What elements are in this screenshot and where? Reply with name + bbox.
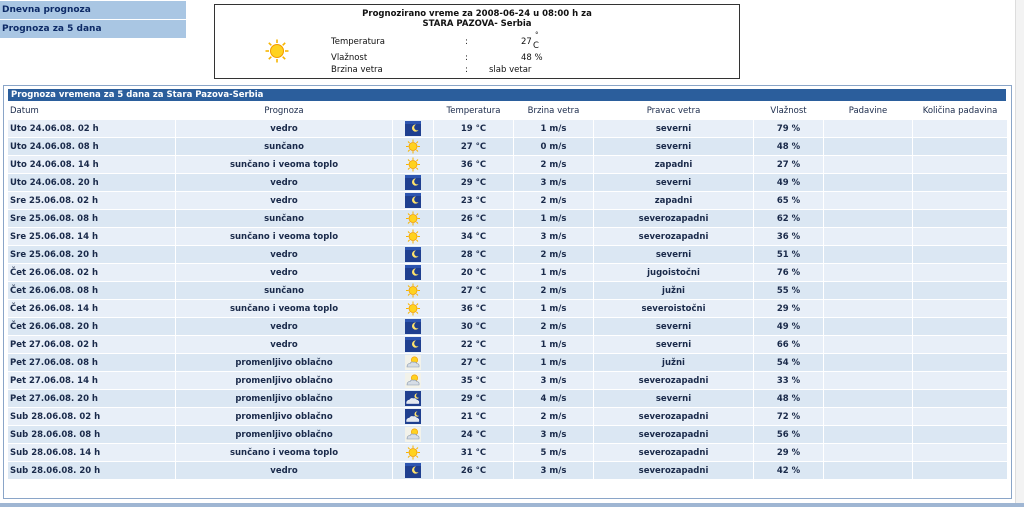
scrollbar[interactable] bbox=[1015, 0, 1024, 507]
nav-five-day-forecast[interactable]: Prognoza za 5 dana bbox=[0, 20, 186, 38]
icon-cell bbox=[393, 138, 433, 155]
temperature-cell: 24 °C bbox=[434, 426, 513, 443]
humidity-cell: 72 % bbox=[754, 408, 823, 425]
temperature-cell: 19 °C bbox=[434, 120, 513, 137]
date-cell: Sre 25.06.08. 02 h bbox=[8, 192, 175, 209]
precipitation-amount-cell bbox=[913, 318, 1007, 335]
humidity-cell: 36 % bbox=[754, 228, 823, 245]
table-header-row bbox=[8, 103, 1007, 119]
column-header: Temperatura bbox=[434, 103, 513, 119]
table-row bbox=[8, 336, 1007, 353]
temperature-unit: C bbox=[533, 41, 539, 51]
precipitation-cell bbox=[824, 336, 912, 353]
wind-speed-cell: 2 m/s bbox=[514, 282, 593, 299]
precipitation-cell bbox=[824, 390, 912, 407]
wind-direction-cell: severozapadni bbox=[594, 372, 753, 389]
table-row bbox=[8, 462, 1007, 479]
column-header: Brzina vetra bbox=[514, 103, 593, 119]
precipitation-cell bbox=[824, 120, 912, 137]
wind-direction-cell: severozapadni bbox=[594, 228, 753, 245]
wind-direction-cell: severni bbox=[594, 318, 753, 335]
icon-cell bbox=[393, 390, 433, 407]
colon: : bbox=[465, 53, 468, 63]
icon-cell bbox=[393, 444, 433, 461]
sun-icon bbox=[405, 214, 421, 224]
precipitation-cell bbox=[824, 462, 912, 479]
table-row bbox=[8, 354, 1007, 371]
humidity-cell: 48 % bbox=[754, 390, 823, 407]
column-header bbox=[393, 103, 433, 119]
date-cell: Uto 24.06.08. 20 h bbox=[8, 174, 175, 191]
wind-speed-cell: 4 m/s bbox=[514, 390, 593, 407]
precipitation-amount-cell bbox=[913, 174, 1007, 191]
sun-icon bbox=[405, 232, 421, 242]
precipitation-cell bbox=[824, 282, 912, 299]
date-cell: Čet 26.06.08. 02 h bbox=[8, 264, 175, 281]
date-cell: Uto 24.06.08. 14 h bbox=[8, 156, 175, 173]
humidity-cell: 49 % bbox=[754, 318, 823, 335]
wind-label: Brzina vetra bbox=[331, 65, 383, 75]
wind-speed-cell: 1 m/s bbox=[514, 210, 593, 227]
icon-cell bbox=[393, 246, 433, 263]
wind-speed-cell: 3 m/s bbox=[514, 372, 593, 389]
wind-speed-cell: 2 m/s bbox=[514, 408, 593, 425]
wind-direction-cell: zapadni bbox=[594, 156, 753, 173]
precipitation-amount-cell bbox=[913, 300, 1007, 317]
precipitation-amount-cell bbox=[913, 192, 1007, 209]
wind-direction-cell: jugoistočni bbox=[594, 264, 753, 281]
icon-cell bbox=[393, 210, 433, 227]
table-row bbox=[8, 300, 1007, 317]
sun-icon bbox=[405, 304, 421, 314]
forecast-cell: promenljivo oblačno bbox=[176, 408, 392, 425]
precipitation-cell bbox=[824, 264, 912, 281]
humidity-cell: 79 % bbox=[754, 120, 823, 137]
wind-direction-cell: severozapadni bbox=[594, 462, 753, 479]
table-row bbox=[8, 444, 1007, 461]
humidity-cell: 29 % bbox=[754, 300, 823, 317]
wind-direction-cell: severni bbox=[594, 336, 753, 353]
icon-cell bbox=[393, 462, 433, 479]
icon-cell bbox=[393, 228, 433, 245]
forecast-cell: sunčano i veoma toplo bbox=[176, 300, 392, 317]
wind-value: slab vetar bbox=[489, 65, 532, 75]
night-clear-icon bbox=[405, 250, 421, 260]
nav-daily-forecast[interactable]: Dnevna prognoza bbox=[0, 1, 186, 19]
precipitation-cell bbox=[824, 318, 912, 335]
temperature-cell: 36 °C bbox=[434, 300, 513, 317]
wind-speed-cell: 2 m/s bbox=[514, 156, 593, 173]
partly-cloudy-day-icon bbox=[405, 376, 421, 386]
precipitation-amount-cell bbox=[913, 408, 1007, 425]
wind-direction-cell: severozapadni bbox=[594, 426, 753, 443]
column-header: Padavine bbox=[824, 103, 912, 119]
temperature-cell: 34 °C bbox=[434, 228, 513, 245]
precipitation-cell bbox=[824, 210, 912, 227]
forecast-cell: sunčano bbox=[176, 210, 392, 227]
humidity-cell: 65 % bbox=[754, 192, 823, 209]
night-clear-icon bbox=[405, 268, 421, 278]
wind-speed-cell: 3 m/s bbox=[514, 426, 593, 443]
precipitation-cell bbox=[824, 444, 912, 461]
wind-speed-cell: 0 m/s bbox=[514, 138, 593, 155]
forecast-cell: promenljivo oblačno bbox=[176, 426, 392, 443]
wind-speed-cell: 1 m/s bbox=[514, 120, 593, 137]
humidity-cell: 62 % bbox=[754, 210, 823, 227]
forecast-cell: sunčano i veoma toplo bbox=[176, 156, 392, 173]
icon-cell bbox=[393, 318, 433, 335]
temperature-cell: 22 °C bbox=[434, 336, 513, 353]
icon-cell bbox=[393, 426, 433, 443]
humidity-label: Vlažnost bbox=[331, 53, 368, 63]
wind-speed-cell: 5 m/s bbox=[514, 444, 593, 461]
column-header: Prognoza bbox=[176, 103, 392, 119]
table-row bbox=[8, 174, 1007, 191]
humidity-cell: 56 % bbox=[754, 426, 823, 443]
precipitation-cell bbox=[824, 246, 912, 263]
table-row bbox=[8, 156, 1007, 173]
precipitation-amount-cell bbox=[913, 354, 1007, 371]
forecast-cell: vedro bbox=[176, 336, 392, 353]
wind-speed-cell: 3 m/s bbox=[514, 228, 593, 245]
icon-cell bbox=[393, 174, 433, 191]
column-header: Pravac vetra bbox=[594, 103, 753, 119]
temperature-cell: 36 °C bbox=[434, 156, 513, 173]
temperature-degree: ° bbox=[535, 31, 539, 39]
table-row bbox=[8, 426, 1007, 443]
precipitation-amount-cell bbox=[913, 264, 1007, 281]
wind-speed-cell: 1 m/s bbox=[514, 264, 593, 281]
precipitation-amount-cell bbox=[913, 246, 1007, 263]
temperature-cell: 26 °C bbox=[434, 462, 513, 479]
wind-direction-cell: severni bbox=[594, 390, 753, 407]
precipitation-cell bbox=[824, 192, 912, 209]
temperature-cell: 29 °C bbox=[434, 174, 513, 191]
forecast-title: Prognoza vremena za 5 dana za Stara Pazova-Serbia bbox=[8, 89, 1006, 101]
date-cell: Uto 24.06.08. 08 h bbox=[8, 138, 175, 155]
current-heading: Prognozirano vreme za 2008-06-24 u 08:00 h za bbox=[362, 9, 592, 19]
temperature-cell: 30 °C bbox=[434, 318, 513, 335]
precipitation-amount-cell bbox=[913, 138, 1007, 155]
wind-direction-cell: severni bbox=[594, 120, 753, 137]
precipitation-amount-cell bbox=[913, 372, 1007, 389]
humidity-cell: 55 % bbox=[754, 282, 823, 299]
temperature-cell: 27 °C bbox=[434, 282, 513, 299]
temperature-label: Temperatura bbox=[331, 37, 386, 47]
wind-direction-cell: južni bbox=[594, 282, 753, 299]
date-cell: Sre 25.06.08. 08 h bbox=[8, 210, 175, 227]
precipitation-amount-cell bbox=[913, 282, 1007, 299]
forecast-cell: sunčano i veoma toplo bbox=[176, 444, 392, 461]
precipitation-cell bbox=[824, 300, 912, 317]
humidity-cell: 49 % bbox=[754, 174, 823, 191]
wind-speed-cell: 1 m/s bbox=[514, 300, 593, 317]
humidity-cell: 33 % bbox=[754, 372, 823, 389]
date-cell: Sre 25.06.08. 20 h bbox=[8, 246, 175, 263]
temperature-cell: 31 °C bbox=[434, 444, 513, 461]
partly-cloudy-day-icon bbox=[405, 358, 421, 368]
humidity-cell: 27 % bbox=[754, 156, 823, 173]
icon-cell bbox=[393, 282, 433, 299]
wind-speed-cell: 2 m/s bbox=[514, 246, 593, 263]
humidity-cell: 48 % bbox=[754, 138, 823, 155]
column-header: Količina padavina bbox=[913, 103, 1007, 119]
forecast-cell: sunčano bbox=[176, 138, 392, 155]
wind-speed-cell: 1 m/s bbox=[514, 336, 593, 353]
date-cell: Sub 28.06.08. 20 h bbox=[8, 462, 175, 479]
precipitation-cell bbox=[824, 408, 912, 425]
date-cell: Pet 27.06.08. 20 h bbox=[8, 390, 175, 407]
icon-cell bbox=[393, 354, 433, 371]
precipitation-cell bbox=[824, 426, 912, 443]
table-row bbox=[8, 120, 1007, 137]
humidity-cell: 54 % bbox=[754, 354, 823, 371]
date-cell: Pet 27.06.08. 08 h bbox=[8, 354, 175, 371]
current-weather-panel bbox=[214, 4, 740, 79]
temperature-cell: 21 °C bbox=[434, 408, 513, 425]
date-cell: Pet 27.06.08. 14 h bbox=[8, 372, 175, 389]
wind-direction-cell: severozapadni bbox=[594, 444, 753, 461]
night-clear-icon bbox=[405, 178, 421, 188]
wind-direction-cell: severozapadni bbox=[594, 210, 753, 227]
precipitation-cell bbox=[824, 228, 912, 245]
date-cell: Čet 26.06.08. 14 h bbox=[8, 300, 175, 317]
icon-cell bbox=[393, 156, 433, 173]
wind-direction-cell: severni bbox=[594, 246, 753, 263]
wind-speed-cell: 1 m/s bbox=[514, 354, 593, 371]
wind-direction-cell: severni bbox=[594, 138, 753, 155]
table-row bbox=[8, 228, 1007, 245]
table-row bbox=[8, 264, 1007, 281]
temperature-cell: 29 °C bbox=[434, 390, 513, 407]
icon-cell bbox=[393, 120, 433, 137]
icon-cell bbox=[393, 372, 433, 389]
temperature-cell: 27 °C bbox=[434, 354, 513, 371]
wind-speed-cell: 3 m/s bbox=[514, 462, 593, 479]
precipitation-cell bbox=[824, 156, 912, 173]
temperature-cell: 28 °C bbox=[434, 246, 513, 263]
humidity-cell: 76 % bbox=[754, 264, 823, 281]
bottom-border bbox=[0, 503, 1024, 507]
night-clear-icon bbox=[405, 124, 421, 134]
colon: : bbox=[465, 37, 468, 47]
date-cell: Čet 26.06.08. 20 h bbox=[8, 318, 175, 335]
current-location: STARA PAZOVA- Serbia bbox=[422, 19, 532, 29]
partly-cloudy-night-icon bbox=[405, 412, 421, 422]
precipitation-amount-cell bbox=[913, 336, 1007, 353]
table-row bbox=[8, 372, 1007, 389]
forecast-cell: vedro bbox=[176, 192, 392, 209]
sun-icon bbox=[265, 39, 289, 63]
humidity-value: 48 % bbox=[521, 53, 543, 63]
wind-direction-cell: severoistočni bbox=[594, 300, 753, 317]
wind-speed-cell: 2 m/s bbox=[514, 192, 593, 209]
date-cell: Sub 28.06.08. 14 h bbox=[8, 444, 175, 461]
night-clear-icon bbox=[405, 322, 421, 332]
precipitation-amount-cell bbox=[913, 444, 1007, 461]
table-row bbox=[8, 408, 1007, 425]
precipitation-amount-cell bbox=[913, 156, 1007, 173]
temperature-value: 27 bbox=[521, 37, 532, 47]
table-row bbox=[8, 282, 1007, 299]
table-row bbox=[8, 318, 1007, 335]
precipitation-amount-cell bbox=[913, 210, 1007, 227]
wind-speed-cell: 2 m/s bbox=[514, 318, 593, 335]
precipitation-cell bbox=[824, 354, 912, 371]
date-cell: Sub 28.06.08. 08 h bbox=[8, 426, 175, 443]
colon: : bbox=[465, 65, 468, 75]
sun-icon bbox=[405, 286, 421, 296]
precipitation-amount-cell bbox=[913, 462, 1007, 479]
sun-icon bbox=[405, 142, 421, 152]
temperature-cell: 23 °C bbox=[434, 192, 513, 209]
sun-icon bbox=[405, 448, 421, 458]
date-cell: Sre 25.06.08. 14 h bbox=[8, 228, 175, 245]
forecast-cell: sunčano i veoma toplo bbox=[176, 228, 392, 245]
precipitation-amount-cell bbox=[913, 228, 1007, 245]
table-row bbox=[8, 138, 1007, 155]
precipitation-amount-cell bbox=[913, 120, 1007, 137]
night-clear-icon bbox=[405, 196, 421, 206]
wind-direction-cell: južni bbox=[594, 354, 753, 371]
forecast-cell: vedro bbox=[176, 264, 392, 281]
icon-cell bbox=[393, 336, 433, 353]
night-clear-icon bbox=[405, 340, 421, 350]
forecast-cell: promenljivo oblačno bbox=[176, 354, 392, 371]
night-clear-icon bbox=[405, 466, 421, 476]
humidity-cell: 51 % bbox=[754, 246, 823, 263]
icon-cell bbox=[393, 408, 433, 425]
forecast-cell: vedro bbox=[176, 462, 392, 479]
forecast-cell: vedro bbox=[176, 174, 392, 191]
icon-cell bbox=[393, 300, 433, 317]
icon-cell bbox=[393, 192, 433, 209]
wind-direction-cell: zapadni bbox=[594, 192, 753, 209]
icon-cell bbox=[393, 264, 433, 281]
sun-icon bbox=[405, 160, 421, 170]
wind-direction-cell: severozapadni bbox=[594, 408, 753, 425]
humidity-cell: 42 % bbox=[754, 462, 823, 479]
date-cell: Pet 27.06.08. 02 h bbox=[8, 336, 175, 353]
column-header: Vlažnost bbox=[754, 103, 823, 119]
forecast-frame bbox=[3, 85, 1012, 499]
date-cell: Uto 24.06.08. 02 h bbox=[8, 120, 175, 137]
table-row bbox=[8, 192, 1007, 209]
table-row bbox=[8, 390, 1007, 407]
temperature-cell: 26 °C bbox=[434, 210, 513, 227]
humidity-cell: 29 % bbox=[754, 444, 823, 461]
date-cell: Sub 28.06.08. 02 h bbox=[8, 408, 175, 425]
forecast-cell: vedro bbox=[176, 318, 392, 335]
forecast-cell: vedro bbox=[176, 120, 392, 137]
table-row bbox=[8, 246, 1007, 263]
wind-direction-cell: severni bbox=[594, 174, 753, 191]
forecast-cell: promenljivo oblačno bbox=[176, 372, 392, 389]
temperature-cell: 27 °C bbox=[434, 138, 513, 155]
temperature-cell: 35 °C bbox=[434, 372, 513, 389]
partly-cloudy-night-icon bbox=[405, 394, 421, 404]
humidity-cell: 66 % bbox=[754, 336, 823, 353]
forecast-table bbox=[7, 102, 1008, 480]
precipitation-amount-cell bbox=[913, 390, 1007, 407]
precipitation-cell bbox=[824, 372, 912, 389]
forecast-cell: promenljivo oblačno bbox=[176, 390, 392, 407]
forecast-cell: sunčano bbox=[176, 282, 392, 299]
date-cell: Čet 26.06.08. 08 h bbox=[8, 282, 175, 299]
temperature-cell: 20 °C bbox=[434, 264, 513, 281]
precipitation-cell bbox=[824, 138, 912, 155]
precipitation-amount-cell bbox=[913, 426, 1007, 443]
column-header: Datum bbox=[8, 103, 175, 119]
precipitation-cell bbox=[824, 174, 912, 191]
wind-speed-cell: 3 m/s bbox=[514, 174, 593, 191]
forecast-cell: vedro bbox=[176, 246, 392, 263]
partly-cloudy-day-icon bbox=[405, 430, 421, 440]
table-row bbox=[8, 210, 1007, 227]
